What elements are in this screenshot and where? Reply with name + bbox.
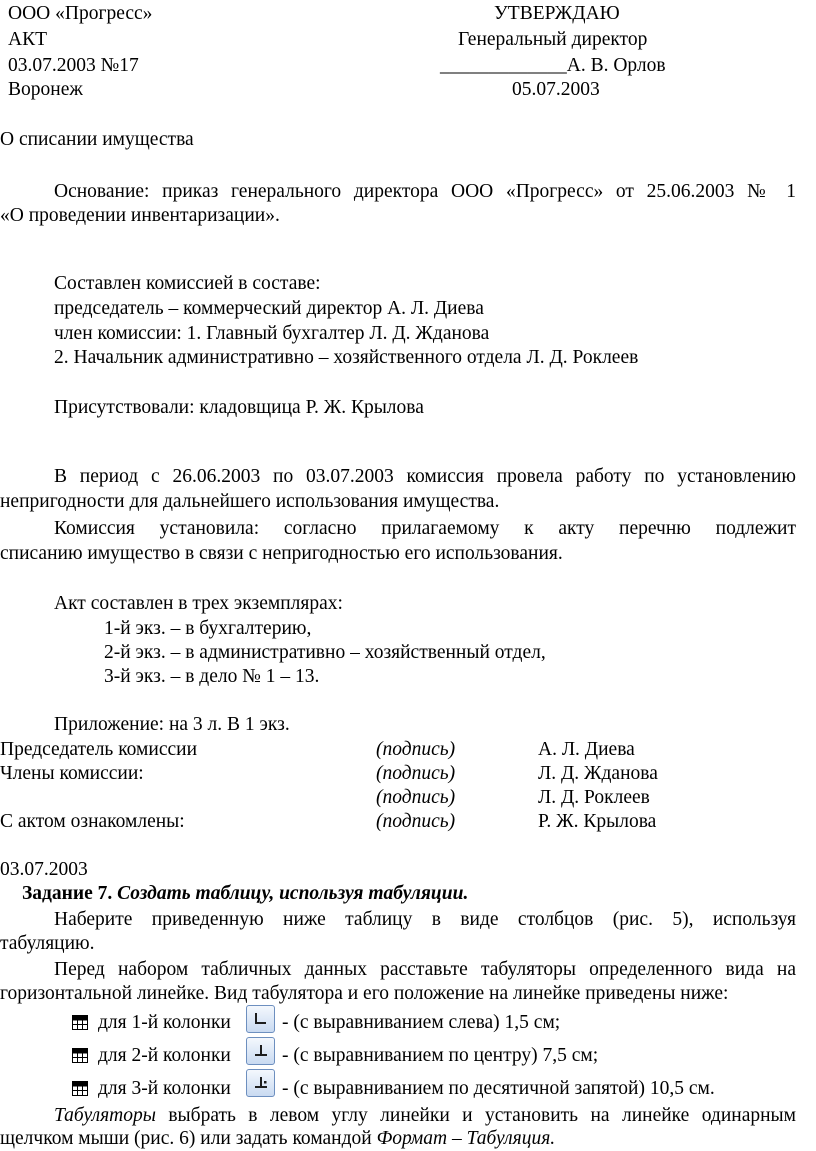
task-p1-line-2: табуляцию. [0, 933, 95, 954]
tab-item-description: - (с выравниванием по центру) 7,5 см; [282, 1045, 599, 1066]
tab-item-column: для 1-й колонки [98, 1012, 231, 1033]
basis-line-2: «О проведении инвентаризации». [0, 205, 280, 226]
task-label: Задание 7. [22, 883, 113, 904]
table-bullet-icon [72, 1048, 88, 1063]
signature-placeholder: (подпись) [376, 763, 456, 784]
org-name: ООО «Прогресс» [8, 3, 153, 24]
copy-3: 3-й экз. – в дело № 1 – 13. [104, 666, 320, 687]
approve-date: 05.07.2003 [512, 79, 600, 100]
copy-1: 1-й экз. – в бухгалтерию, [104, 618, 312, 639]
body-p1-line-2: непригодности для дальнейшего использования имущества. [0, 491, 500, 512]
left-tab-stop-icon[interactable] [246, 1005, 275, 1033]
copies-intro: Акт составлен в трех экземплярах: [54, 593, 343, 614]
doc-type: АКТ [8, 29, 47, 50]
tab-item-description: - (с выравниванием слева) 1,5 см; [282, 1012, 561, 1033]
body-p2-line-1: Комиссия установила: согласно прилагаемому к акту перечню подлежит [54, 518, 796, 539]
tab-item-column: для 3-й колонки [98, 1078, 231, 1099]
tab-item-column: для 2-й колонки [98, 1045, 231, 1066]
signature-name: Л. Д. Жданова [538, 763, 658, 784]
signature-role: Председатель комиссии [0, 739, 198, 760]
task-title: Создать таблицу, используя табуляции. [117, 883, 469, 904]
present-line: Присутствовали: кладовщица Р. Ж. Крылова [54, 397, 424, 418]
final-date: 03.07.2003 [0, 859, 88, 880]
decimal-tab-stop-icon[interactable] [246, 1069, 275, 1097]
copy-2: 2-й экз. – в административно – хозяйственный отдел, [104, 642, 546, 663]
tab-item-description: - (с выравниванием по десятичной запятой) 10,5 см. [282, 1078, 715, 1099]
approver-signature [440, 54, 666, 78]
signature-placeholder: (подпись) [376, 811, 456, 832]
signature-placeholder: (подпись) [376, 739, 456, 760]
body-p2-line-2: списанию имущество в связи с непригодностью его использования. [0, 543, 563, 564]
doc-date-number: 03.07.2003 №17 [8, 55, 139, 76]
task-last-text-1: выбрать в левом углу линейки и установить на линейке одинарным [155, 1105, 796, 1126]
menu-command: Формат – Табуляция. [376, 1128, 556, 1149]
commission-intro: Составлен комиссией в составе: [54, 273, 321, 294]
task-p2-line-2: горизонтальной линейке. Вид табулятора и его положение на линейке приведены ниже: [0, 983, 729, 1004]
doc-city: Воронеж [8, 79, 83, 100]
basis-line-1: Основание: приказ генерального директора ООО «Прогресс» от 25.06.2003 № 1 [54, 181, 796, 202]
commission-member-2: 2. Начальник административно – хозяйственного отдела Л. Д. Роклеев [54, 347, 639, 368]
task-last-line-2 [0, 1127, 555, 1151]
signature-line: _____________ [440, 55, 567, 76]
signature-name: Л. Д. Роклеев [538, 787, 650, 808]
signature-role: Члены комиссии: [0, 763, 144, 784]
signature-name: Р. Ж. Крылова [538, 811, 657, 832]
signature-name: А. Л. Диева [538, 739, 635, 760]
task-last-text-2: щелчком мыши (рис. 6) или задать командой [0, 1128, 377, 1149]
doc-subject: О списании имущества [0, 129, 194, 150]
approve-label: УТВЕРЖДАЮ [494, 3, 620, 24]
body-p1-line-1: В период с 26.06.2003 по 03.07.2003 комиссия провела работу по установлению [54, 466, 796, 487]
signature-role: С актом ознакомлены: [0, 811, 185, 832]
signature-placeholder: (подпись) [376, 787, 456, 808]
commission-member-1: член комиссии: 1. Главный бухгалтер Л. Д. Жданова [54, 323, 490, 344]
task-p2-line-1: Перед набором табличных данных расставьте табуляторы определенного вида на [54, 959, 796, 980]
task-p1-line-1: Наберите приведенную ниже таблицу в виде столбцов (рис. 5), используя [54, 909, 796, 930]
task-heading [22, 882, 468, 906]
appendix-line: Приложение: на 3 л. В 1 экз. [54, 714, 290, 735]
approver-position: Генеральный директор [458, 29, 648, 50]
task-last-line-1 [54, 1104, 796, 1128]
table-bullet-icon [72, 1015, 88, 1030]
commission-chair: председатель – коммерческий директор А. Л. Диева [54, 298, 484, 319]
table-bullet-icon [72, 1081, 88, 1096]
approver-name: А. В. Орлов [566, 55, 666, 76]
tabulators-term: Табуляторы [54, 1105, 156, 1126]
center-tab-stop-icon[interactable] [246, 1037, 275, 1065]
